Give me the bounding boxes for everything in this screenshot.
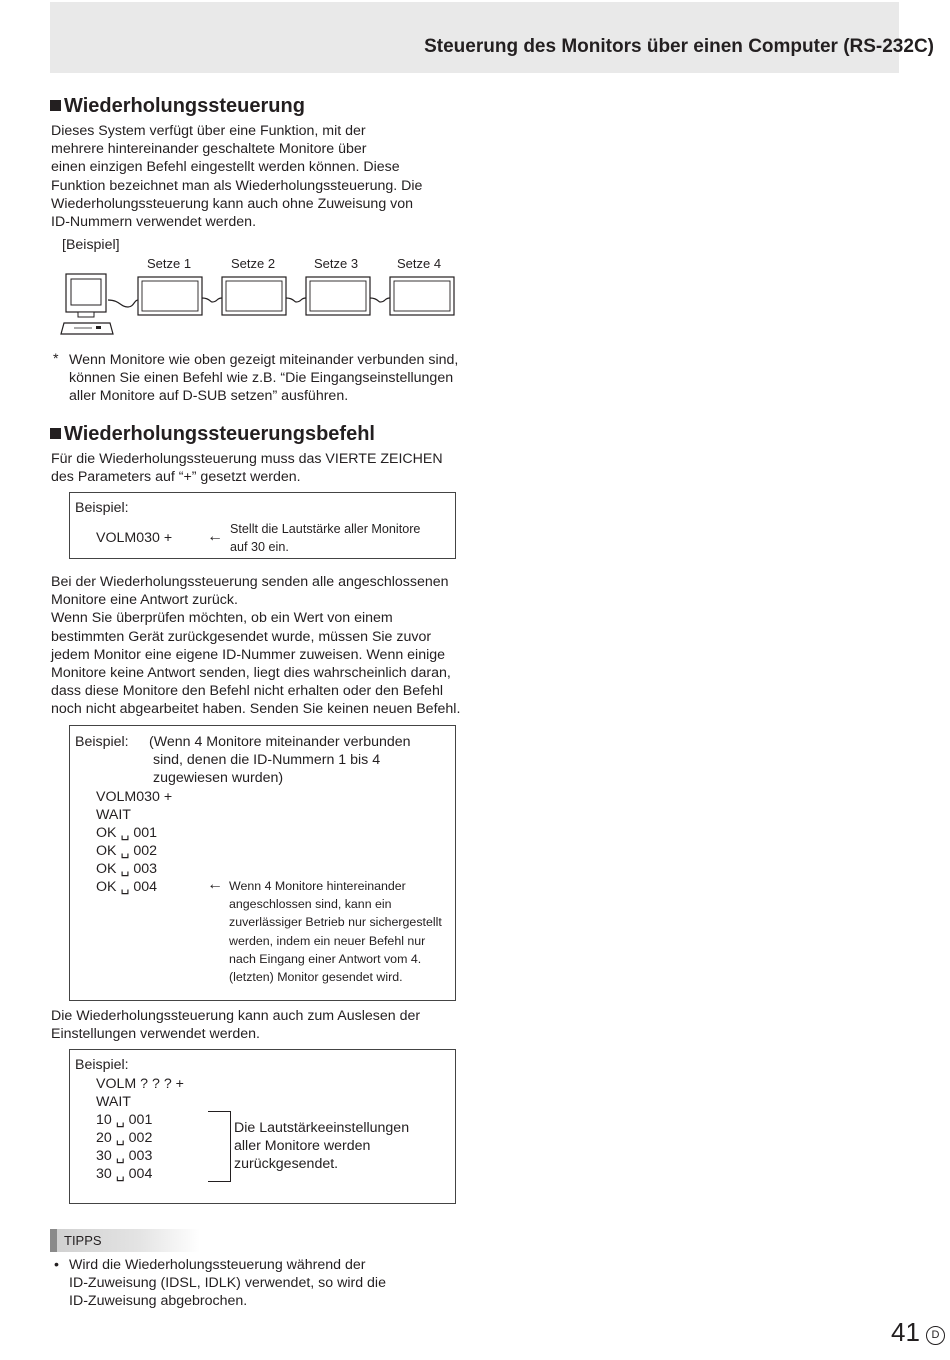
note-line: aller Monitore auf D-SUB setzen” ausführen.: [69, 388, 349, 405]
monitor-icon: [390, 277, 454, 315]
note-line: zuverlässiger Betrieb nur sichergestellt: [229, 915, 442, 930]
paragraph-line: Wiederholungssteuerung kann auch ohne Zuweisung von: [51, 195, 414, 212]
note-line: Stellt die Lautstärke aller Monitore: [230, 522, 421, 536]
code-line: WAIT: [96, 1094, 131, 1111]
code-line: 30 ␣ 004: [96, 1166, 153, 1183]
bracket-shape: [208, 1111, 231, 1182]
tips-banner-bar: [50, 1229, 57, 1252]
example-box-2-lines: [96, 789, 172, 898]
heading-square-icon: [50, 100, 61, 111]
desc-line: sind, denen die ID-Nummern 1 bis 4: [153, 752, 381, 769]
heading-text: Wiederholungssteuerung: [64, 95, 305, 117]
paragraph-line: Bei der Wiederholungssteuerung senden alle angeschlossenen: [51, 574, 449, 590]
note-line: Wenn Monitore wie oben gezeigt miteinander verbunden sind,: [69, 352, 459, 368]
note-line: Wenn 4 Monitore hintereinander: [229, 879, 406, 893]
tips-line: Wird die Wiederholungssteuerung während der: [69, 1257, 366, 1273]
code-line: VOLM030 +: [96, 789, 173, 805]
example-box-1-note: [230, 520, 420, 556]
paragraph-line: Dieses System verfügt über eine Funktion, mit der: [51, 123, 366, 139]
example-box-1-command: VOLM030 +: [96, 530, 173, 546]
tips-line: ID-Zuweisung abgebrochen.: [69, 1293, 248, 1310]
section-heading-repeat-control: [50, 95, 305, 118]
note-paragraph: [69, 351, 458, 406]
paragraph-line: ID-Nummern verwendet werden.: [51, 214, 257, 231]
readout-paragraph: [51, 1007, 420, 1043]
code-line: VOLM ? ? ? +: [96, 1076, 184, 1092]
tips-text: [69, 1256, 386, 1311]
note-line: auf 30 ein.: [230, 540, 289, 555]
desc-line: zugewiesen wurden): [153, 770, 284, 787]
note-line: können Sie einen Befehl wie z.B. “Die Eingangseinstellungen: [69, 370, 454, 387]
paragraph-line: bestimmten Gerät zurückgesendet wurde, müssen Sie zuvor: [51, 628, 432, 645]
monitor-icon: [222, 277, 286, 315]
left-arrow-icon: ←: [207, 876, 223, 893]
command-paragraph: [51, 450, 443, 486]
paragraph-line: Einstellungen verwendet werden.: [51, 1026, 261, 1043]
note-line: werden, indem ein neuer Befehl nur: [229, 933, 426, 948]
tips-line: ID-Zuweisung (IDSL, IDLK) verwendet, so wird die: [69, 1275, 386, 1292]
example-label: [Beispiel]: [62, 237, 120, 253]
note-asterisk: *: [53, 351, 59, 367]
code-line: OK ␣ 002: [96, 843, 158, 860]
monitor-label-2: Setze 2: [231, 256, 276, 271]
cable-line: [370, 298, 390, 302]
left-arrow-icon: ←: [207, 528, 223, 545]
example-box-1-label: Beispiel:: [75, 500, 129, 516]
code-line: OK ␣ 001: [96, 825, 158, 842]
paragraph-line: noch nicht abgearbeitet haben. Senden Sie keinen neuen Befehl.: [51, 701, 461, 718]
paragraph-line: mehrere hintereinander geschaltete Monitore über: [51, 141, 367, 158]
paragraph-line: Für die Wiederholungssteuerung muss das VIERTE ZEICHEN: [51, 451, 443, 467]
note-line: nach Eingang einer Antwort vom 4.: [229, 951, 422, 966]
example-box-3-note: [234, 1120, 409, 1174]
paragraph-line: Funktion bezeichnet man als Wiederholungssteuerung. Die: [51, 177, 423, 194]
note-line: aller Monitore werden: [234, 1138, 371, 1155]
example-box-2-note: [229, 877, 442, 986]
intro-paragraph: [51, 122, 422, 231]
computer-icon: [61, 274, 113, 334]
example-box-3-lines: [96, 1076, 184, 1185]
paragraph-line: Monitore keine Antwort senden, liegt dies wahrscheinlich daran,: [51, 665, 451, 682]
note-line: (letzten) Monitor gesendet wird.: [229, 970, 403, 985]
desc-line: (Wenn 4 Monitore miteinander verbunden: [149, 734, 411, 750]
page-number: 41: [891, 1317, 920, 1347]
code-line: 10 ␣ 001: [96, 1112, 153, 1129]
monitor-label-4: Setze 4: [397, 256, 442, 271]
code-line: OK ␣ 004: [96, 879, 158, 896]
paragraph-line: Die Wiederholungssteuerung kann auch zum Auslesen der: [51, 1008, 421, 1024]
paragraph-line: des Parameters auf “+” gesetzt werden.: [51, 469, 301, 486]
example-box-2-desc: [149, 734, 411, 788]
code-line: OK ␣ 003: [96, 861, 158, 878]
region-badge: D: [926, 1326, 945, 1345]
example-box-3-label: Beispiel:: [75, 1057, 129, 1073]
paragraph-line: dass diese Monitore den Befehl nicht erhalten oder den Befehl: [51, 683, 443, 700]
example-box-2-label: Beispiel:: [75, 734, 129, 750]
note-line: angeschlossen sind, kann ein: [229, 897, 392, 912]
code-line: WAIT: [96, 807, 131, 824]
heading-square-icon: [50, 428, 61, 439]
cable-line: [108, 300, 138, 307]
paragraph-line: Wenn Sie überprüfen möchten, ob ein Wert von einem: [51, 610, 393, 627]
header-title: Steuerung des Monitors über einen Computer (RS-232C): [424, 36, 934, 57]
heading-text: Wiederholungssteuerungsbefehl: [64, 423, 375, 445]
monitor-label-1: Setze 1: [147, 256, 192, 271]
response-paragraph: [51, 573, 460, 719]
monitor-label-3: Setze 3: [314, 256, 359, 271]
cable-line: [286, 298, 306, 302]
cable-line: [202, 298, 222, 302]
section-heading-repeat-command: [50, 423, 375, 446]
code-line: 30 ␣ 003: [96, 1148, 153, 1165]
paragraph-line: einen einzigen Befehl eingestellt werden können. Diese: [51, 159, 400, 176]
note-line: zurückgesendet.: [234, 1156, 339, 1173]
tips-label: TIPPS: [64, 1233, 102, 1248]
monitor-icon: [306, 277, 370, 315]
paragraph-line: Monitore eine Antwort zurück.: [51, 592, 238, 609]
paragraph-line: jedem Monitor eine eigene ID-Nummer zuweisen. Wenn einige: [51, 646, 446, 663]
code-line: 20 ␣ 002: [96, 1130, 153, 1147]
monitor-icon: [138, 277, 202, 315]
bullet-icon: •: [54, 1257, 59, 1273]
note-line: Die Lautstärkeeinstellungen: [234, 1120, 410, 1136]
